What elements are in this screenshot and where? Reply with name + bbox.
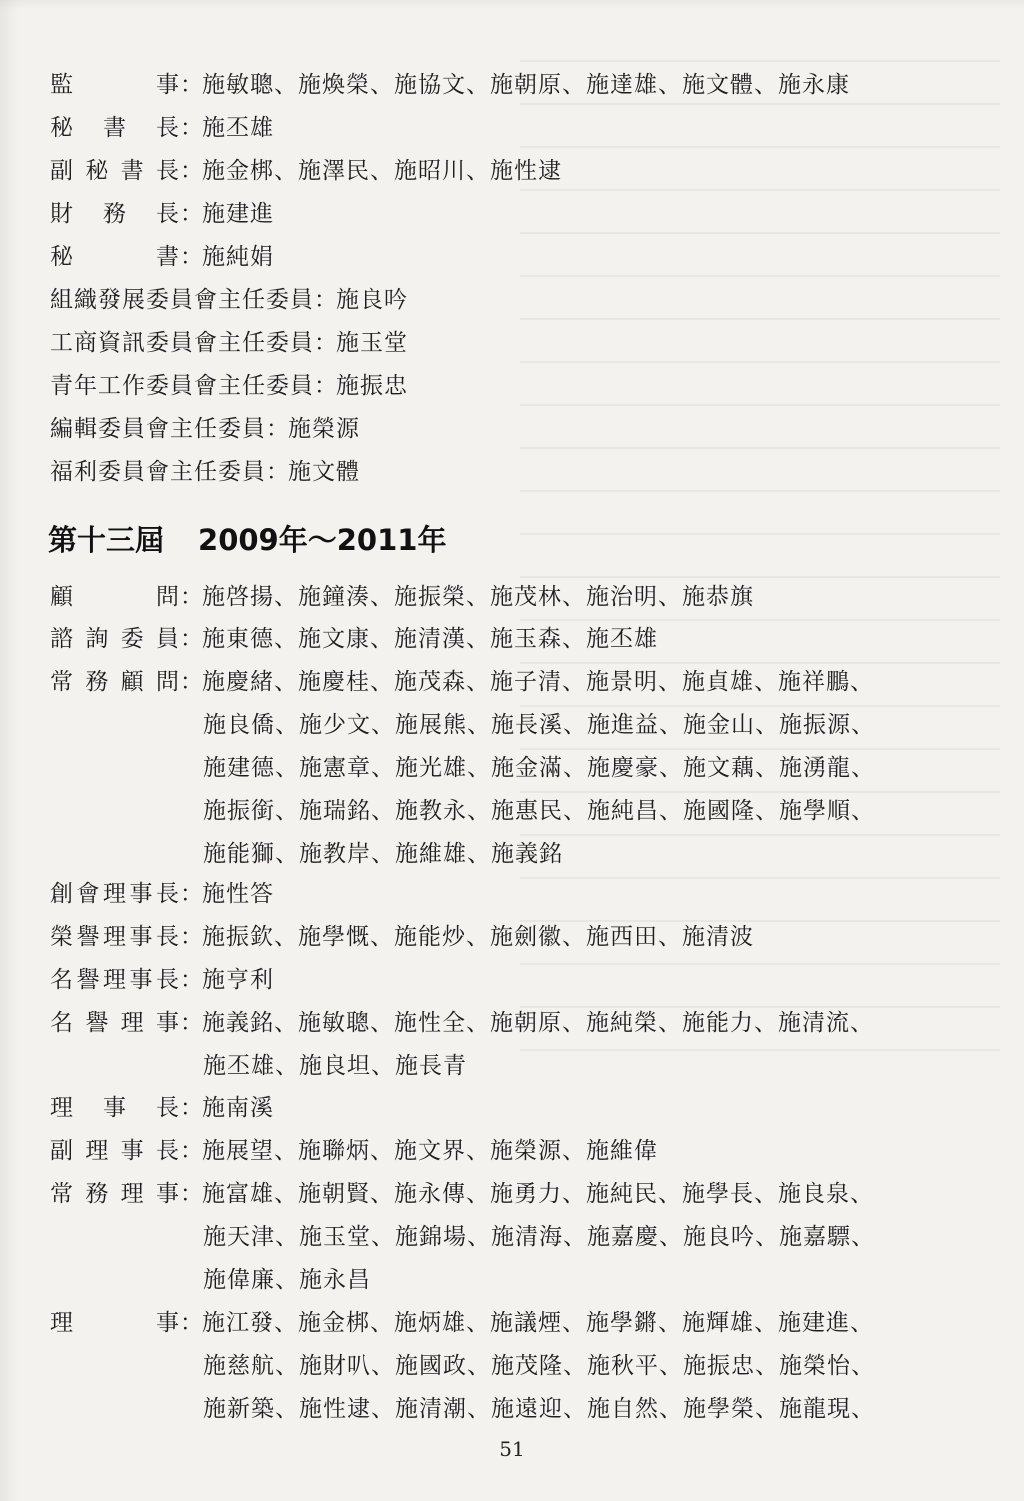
committee-row: 組織發展委員會主任委員 ： 施良吟 xyxy=(50,283,408,317)
row-label: 諮詢委員 xyxy=(50,626,180,652)
row-label: 副理事長 xyxy=(50,1138,180,1164)
row-names: 施文體 xyxy=(288,459,360,485)
row-names: 施丕雄 xyxy=(202,115,274,141)
row-names: 施振欽、施學慨、施能炒、施劍徽、施西田、施清波 xyxy=(202,924,754,950)
page-number: 51 xyxy=(499,1437,525,1461)
names-continuation: 施振銜、施瑞銘、施教永、施惠民、施純昌、施國隆、施學順、 xyxy=(203,798,875,824)
row-label: 常務顧問 xyxy=(50,669,180,695)
names-continuation: 施新築、施性逮、施清潮、施遠迎、施自然、施學榮、施龍現、 xyxy=(203,1396,875,1422)
names-continuation: 施能獅、施教岸、施維雄、施義銘 xyxy=(203,841,563,867)
row-label: 創會理事長 xyxy=(50,881,180,907)
committee-row: 編輯委員會主任委員 ： 施榮源 xyxy=(50,412,360,446)
row-names: 施東德、施文康、施清漢、施玉森、施丕雄 xyxy=(202,626,658,652)
row-names: 施玉堂 xyxy=(336,330,408,356)
committee-row: 工商資訊委員會主任委員 ： 施玉堂 xyxy=(50,326,408,360)
row-label: 編輯委員會主任委員 xyxy=(50,416,266,442)
row-names: 施純娟 xyxy=(202,244,274,270)
member-row-deputy-secretary-general: 副秘書長 ： 施金梆、施澤民、施昭川、施性逮 xyxy=(50,154,562,188)
row-names: 施建進 xyxy=(202,201,274,227)
row-names: 施良吟 xyxy=(336,287,408,313)
bleed-through-texture xyxy=(520,60,1000,1060)
names-continuation: 施偉廉、施永昌 xyxy=(203,1267,371,1293)
member-row-chairman: 理事長 ： 施南溪 xyxy=(50,1091,274,1125)
row-label: 顧問 xyxy=(50,584,180,610)
member-row-secretary: 秘書 ： 施純娟 xyxy=(50,240,274,274)
row-names: 施振忠 xyxy=(336,373,408,399)
row-label: 秘書 xyxy=(50,244,180,270)
committee-row: 福利委員會主任委員 ： 施文體 xyxy=(50,455,360,489)
member-row-honorary-chairman: 名譽理事長 ： 施亨利 xyxy=(50,963,274,997)
member-row-executive-directors: 常務理事 ： 施富雄、施朝賢、施永傳、施勇力、施純民、施學長、施良泉、 xyxy=(50,1177,874,1211)
row-names: 施亨利 xyxy=(202,967,274,993)
row-label: 名譽理事長 xyxy=(50,967,180,993)
member-row-honorary-directors: 名譽理事 ： 施義銘、施敏聰、施性全、施朝原、施純榮、施能力、施清流、 xyxy=(50,1006,874,1040)
row-names: 施慶緒、施慶桂、施茂森、施子清、施景明、施貞雄、施祥鵬、 xyxy=(202,669,874,695)
member-row-supervisors: 監事 ： 施敏聰、施煥榮、施協文、施朝原、施達雄、施文體、施永康 xyxy=(50,68,850,102)
names-continuation: 施建德、施憲章、施光雄、施金滿、施慶豪、施文藕、施湧龍、 xyxy=(203,755,875,781)
names-continuation: 施良僑、施少文、施展熊、施長溪、施進益、施金山、施振源、 xyxy=(203,712,875,738)
row-names: 施展望、施聯炳、施文界、施榮源、施維偉 xyxy=(202,1138,658,1164)
row-names: 施榮源 xyxy=(288,416,360,442)
row-label: 理事 xyxy=(50,1310,180,1336)
row-label: 副秘書長 xyxy=(50,158,180,184)
row-label: 福利委員會主任委員 xyxy=(50,459,266,485)
row-label: 名譽理事 xyxy=(50,1010,180,1036)
member-row-founding-chairman: 創會理事長 ： 施性答 xyxy=(50,877,274,911)
member-row-directors: 理事 ： 施江發、施金梆、施炳雄、施議煙、施學鏘、施輝雄、施建進、 xyxy=(50,1306,874,1340)
member-row-advisors: 顧問 ： 施啓揚、施鐘湊、施振榮、施茂林、施治明、施恭旗 xyxy=(50,580,754,614)
term-title: 第十三屆 xyxy=(48,523,165,557)
committee-row: 青年工作委員會主任委員 ： 施振忠 xyxy=(50,369,408,403)
row-label: 財務長 xyxy=(50,201,180,227)
row-label: 秘書長 xyxy=(50,115,180,141)
member-row-honorary-chairmen: 榮譽理事長 ： 施振欽、施學慨、施能炒、施劍徽、施西田、施清波 xyxy=(50,920,754,954)
row-names: 施金梆、施澤民、施昭川、施性逮 xyxy=(202,158,562,184)
row-label: 組織發展委員會主任委員 xyxy=(50,287,314,313)
names-continuation: 施天津、施玉堂、施錦場、施清海、施嘉慶、施良吟、施嘉驃、 xyxy=(203,1224,875,1250)
row-label: 監事 xyxy=(50,72,180,98)
row-label: 工商資訊委員會主任委員 xyxy=(50,330,314,356)
member-row-standing-advisors: 常務顧問 ： 施慶緒、施慶桂、施茂森、施子清、施景明、施貞雄、施祥鵬、 xyxy=(50,665,874,699)
row-label: 青年工作委員會主任委員 xyxy=(50,373,314,399)
names-continuation: 施丕雄、施良坦、施長青 xyxy=(203,1053,467,1079)
member-row-treasurer: 財務長 ： 施建進 xyxy=(50,197,274,231)
row-names: 施江發、施金梆、施炳雄、施議煙、施學鏘、施輝雄、施建進、 xyxy=(202,1310,874,1336)
row-label: 榮譽理事長 xyxy=(50,924,180,950)
row-names: 施富雄、施朝賢、施永傳、施勇力、施純民、施學長、施良泉、 xyxy=(202,1181,874,1207)
row-names: 施啓揚、施鐘湊、施振榮、施茂林、施治明、施恭旗 xyxy=(202,584,754,610)
row-names: 施敏聰、施煥榮、施協文、施朝原、施達雄、施文體、施永康 xyxy=(202,72,850,98)
member-row-secretary-general: 秘書長 ： 施丕雄 xyxy=(50,111,274,145)
member-row-vice-chairmen: 副理事長 ： 施展望、施聯炳、施文界、施榮源、施維偉 xyxy=(50,1134,658,1168)
row-names: 施性答 xyxy=(202,881,274,907)
row-label: 常務理事 xyxy=(50,1181,180,1207)
row-label: 理事長 xyxy=(50,1095,180,1121)
term-years: 2009年～2011年 xyxy=(198,523,447,557)
names-continuation: 施慈航、施財叭、施國政、施茂隆、施秋平、施振忠、施榮怡、 xyxy=(203,1353,875,1379)
row-names: 施義銘、施敏聰、施性全、施朝原、施純榮、施能力、施清流、 xyxy=(202,1010,874,1036)
member-row-consultants: 諮詢委員 ： 施東德、施文康、施清漢、施玉森、施丕雄 xyxy=(50,622,658,656)
section-heading xyxy=(48,520,446,560)
row-names: 施南溪 xyxy=(202,1095,274,1121)
